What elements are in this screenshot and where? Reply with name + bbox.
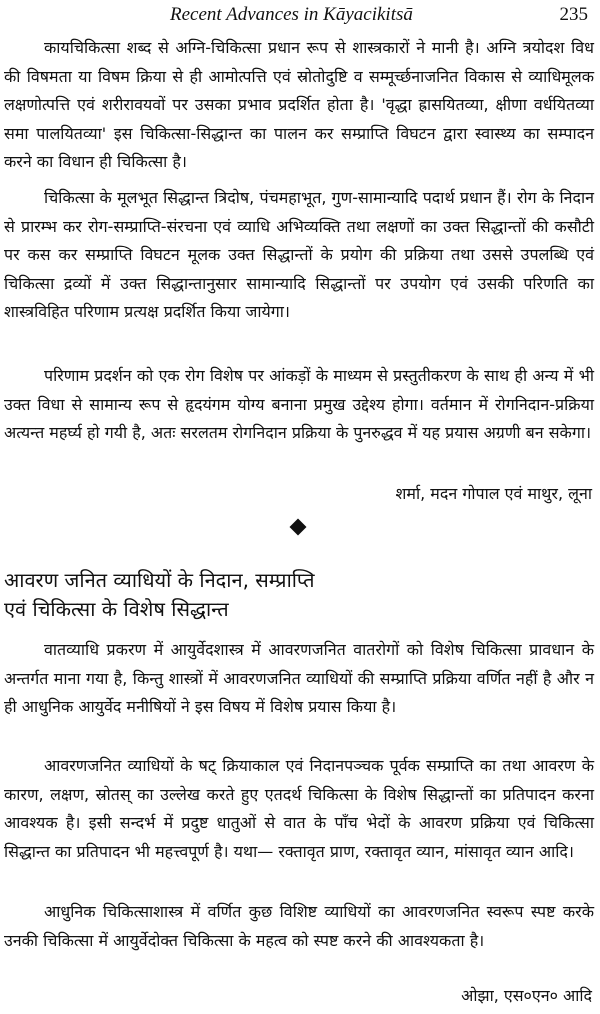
section-title-line-2: एवं चिकित्सा के विशेष सिद्धान्त: [4, 597, 229, 621]
paragraph-modern-medicine: आधुनिक चिकित्साशास्त्र में वर्णित कुछ विशिष्ट व्याधियों का आवरणजनित स्वरूप स्पष्ट करके उनकी चिकित्सा में आयुर्वेदोक्त चिकित्सा के महत्व को स्पष्ट करने की आवश्यकता है।: [4, 902, 594, 950]
author-attribution-2: ओझा, एस०एन० आदि: [461, 986, 592, 1005]
section-divider-diamond: [290, 519, 307, 536]
running-header: [170, 4, 588, 26]
page-number: 235: [559, 4, 588, 25]
section-title-line-1: आवरण जनित व्याधियों के निदान, सम्प्राप्ति: [4, 568, 315, 592]
running-title: Recent Advances in Kāyacikitsā: [170, 4, 413, 25]
author-attribution: शर्मा, मदन गोपाल एवं माथुर, लूना: [395, 484, 592, 503]
paragraph-agni-chikitsa: कायचिकित्सा शब्द से अग्नि-चिकित्सा प्रधान रूप से शास्त्रकारों ने मानी है। अग्नि त्रयोदश विध की विषमता या विषम क्रिया से ही आमोत्पत्ति एवं स्रोतोदुष्टि व सम्मूर्च्छनाजनित विकास से व्याधिमूलक लक्षणोत्पत्ति एवं शरीरावयवों पर उसका प्रभाव प्रदर्शित होता है। 'वृद्धा ह्रासयितव्या, क्षीणा वर्धयितव्या समा पालयितव्या' इस चिकित्सा-सिद्धान्त का पालन कर सम्प्राप्ति विघटन द्वारा स्वास्थ्य का सम्पादन करने का विधान ही चिकित्सा है।: [4, 38, 594, 171]
paragraph-vatavyadhi: वातव्याधि प्रकरण में आयुर्वेदशास्त्र में आवरणजनित वातरोगों को विशेष चिकित्सा प्रावधान के अन्तर्गत माना गया है, किन्तु शास्त्रों में आवरणजनित व्याधियों की सम्प्राप्ति प्रक्रिया वर्णित नहीं है और न ही आधुनिक आयुर्वेद मनीषियों ने इस विषय में विशेष प्रयास किया है।: [4, 640, 594, 716]
paragraph-result-presentation: परिणाम प्रदर्शन को एक रोग विशेष पर आंकड़ों के माध्यम से प्रस्तुतीकरण के साथ ही अन्य में भी उक्त विधा से सामान्य रूप से हृदयंगम योग्य बनाना प्रमुख उद्देश्य होगा। वर्तमान में रोगनिदान-प्रक्रिया अत्यन्त महर्घ्य हो गयी है, अतः सरलतम रोगनिदान प्रक्रिया के पुनरुद्धव में यह प्रयास अग्रणी बन सकेगा।: [4, 366, 594, 442]
paragraph-kriyakala: आवरणजनित व्याधियों के षट् क्रियाकाल एवं निदानपञ्चक पूर्वक सम्प्राप्ति का तथा आवरण के कारण, लक्षण, स्रोतस् का उल्लेख करते हुए एतदर्थ चिकित्सा के विशेष सिद्धान्तों का प्रतिपादन करना आवश्यक है। इसी सन्दर्भ में प्रदुष्ट धातुओं से वात के पाँच भेदों के आवरण प्रक्रिया एवं चिकित्सा सिद्धान्त का प्रतिपादन भी महत्त्वपूर्ण है। यथा— रक्तावृत प्राण, रक्तावृत व्यान, मांसावृत व्यान आदि।: [4, 756, 594, 861]
paragraph-fundamental-principles: चिकित्सा के मूलभूत सिद्धान्त त्रिदोष, पंचमहाभूत, गुण-सामान्यादि पदार्थ प्रधान हैं। रोग के निदान से प्रारम्भ कर रोग-सम्प्राप्ति-संरचना एवं व्याधि अभिव्यक्ति तथा लक्षणों का उक्त सिद्धान्तों की कसौटी पर कस कर सम्प्राप्ति विघटन मूलक उक्त सिद्धान्तों के प्रयोग की प्रक्रिया तथा उससे उपलब्धि एवं चिकित्सा द्रव्यों में उक्त सिद्धान्तानुसार सामान्यादि सिद्धान्तों पर उपयोग एवं उसकी परिणति का शास्त्रविहित परिणाम प्रत्यक्ष प्रदर्शित किया जायेगा।: [4, 188, 594, 321]
